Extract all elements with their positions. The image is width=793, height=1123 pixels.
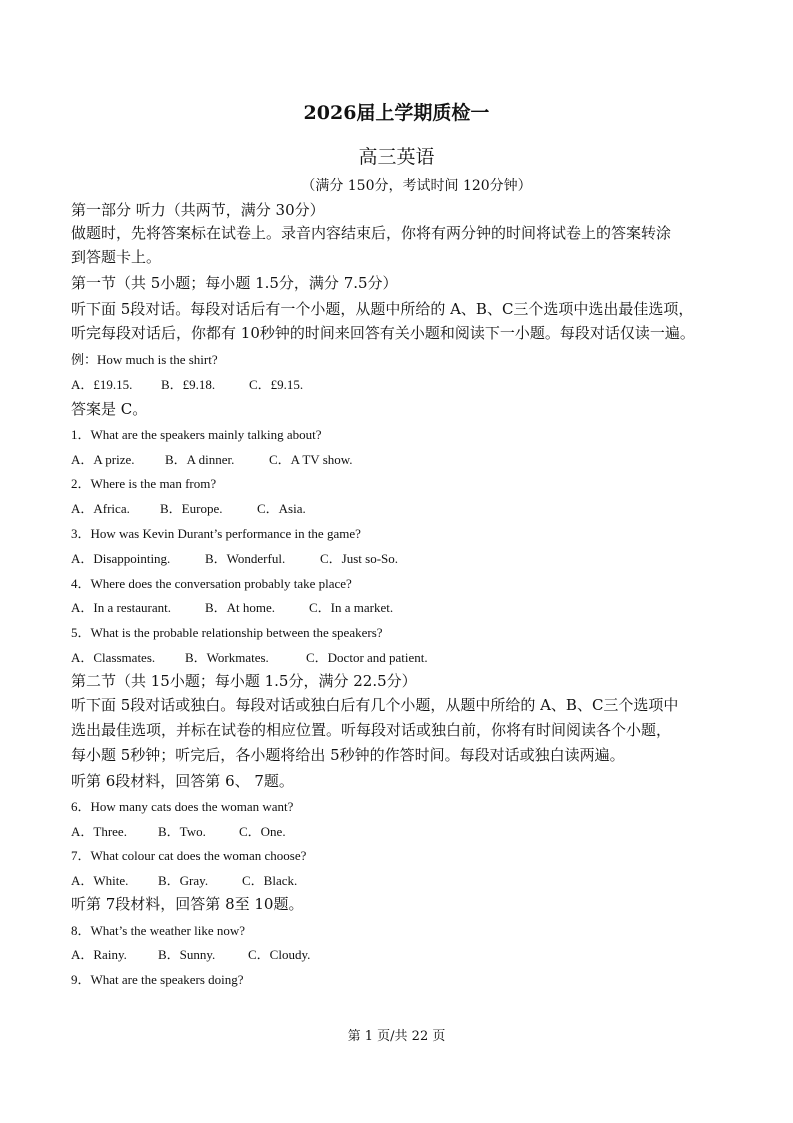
option-b: B．Two. [158,824,206,839]
section2-heading: 第二节（共 15小题；每小题 1.5分，满分 22.5分） [71,672,417,690]
option-c: C．One. [239,824,286,839]
question-1-options [71,449,353,468]
question-5-options [71,647,428,666]
exam-subject: 高三英语 [358,146,435,168]
option-b: B．A dinner. [165,452,235,467]
question-3-options [71,548,398,567]
section1-instruction-line1: 听下面 5段对话。每段对话后有一个小题，从题中所给的 A、B、C三个选项中选出最佳选项， [71,300,694,318]
option-b: B．At home. [205,600,276,615]
material-6-heading: 听第 6段材料，回答第 6、 7题。 [71,772,294,790]
question-6-options [71,821,286,840]
question-7-options [71,870,297,889]
option-c: C．Doctor and patient. [306,650,428,665]
section2-instruction-line3: 每小题 5秒钟；听完后，各小题将给出 5秒钟的作答时间。每段对话或独白读两遍。 [71,746,625,764]
question-8: 8．What’s the weather like now? [71,923,245,938]
section2-instruction-line2: 选出最佳选项，并标在试卷的相应位置。听每段对话或独白前，你将有时间阅读各个小题， [71,721,672,739]
option-b: B．Wonderful. [205,551,286,566]
option-a: A．A prize. [71,452,135,467]
section1-heading: 第一节（共 5小题；每小题 1.5分，满分 7.5分） [71,274,398,292]
question-2-options [71,498,306,517]
question-5: 5．What is the probable relationship between the speakers? [71,625,383,640]
option-b: B．Workmates. [185,650,269,665]
question-4: 4．Where does the conversation probably take place? [71,576,352,591]
option-b: B．Europe. [160,501,223,516]
example-options [71,374,303,393]
option-a: A．Rainy. [71,947,127,962]
question-3: 3．How was Kevin Durant’s performance in the game? [71,526,361,541]
question-2: 2．Where is the man from? [71,476,217,491]
exam-title: 2026届上学期质检一 [303,102,490,124]
question-4-options [71,597,393,616]
question-6: 6．How many cats does the woman want? [71,799,294,814]
option-a: A．£19.15. [71,377,133,392]
option-c: C．A TV show. [269,452,353,467]
example-answer: 答案是 C。 [71,400,148,418]
option-b: B．Sunny. [158,947,216,962]
example-question: 例：How much is the shirt? [71,352,218,367]
option-a: A．Three. [71,824,127,839]
part1-instruction-line1: 做题时，先将答案标在试卷上。录音内容结束后，你将有两分钟的时间将试卷上的答案转涂 [71,224,672,242]
question-8-options [71,944,310,963]
option-c: C．Black. [242,873,298,888]
section1-instruction-line2: 听完每段对话后，你都有 10秒钟的时间来回答有关小题和阅读下一小题。每段对话仅读一遍。 [71,324,695,342]
part1-instruction-line2: 到答题卡上。 [71,248,162,266]
question-1: 1．What are the speakers mainly talking about? [71,427,322,442]
option-b: B．Gray. [158,873,209,888]
option-a: A．In a restaurant. [71,600,171,615]
question-7: 7．What colour cat does the woman choose? [71,848,307,863]
material-7-heading: 听第 7段材料，回答第 8至 10题。 [71,895,304,913]
section2-instruction-line1: 听下面 5段对话或独白。每段对话或独白后有几个小题，从题中所给的 A、B、C三个选项中 [71,696,679,714]
option-c: C．Just so-So. [320,551,399,566]
option-b: B．£9.18. [161,377,216,392]
option-a: A．Disappointing. [71,551,171,566]
option-c: C．In a market. [309,600,394,615]
option-c: C．Asia. [257,501,306,516]
exam-note: （满分 150分，考试时间 120分钟） [301,178,532,194]
option-a: A．Classmates. [71,650,156,665]
part1-heading: 第一部分 听力（共两节，满分 30分） [71,201,325,219]
option-a: A．White. [71,873,129,888]
page-footer: 第 1 页/共 22 页 [347,1029,446,1044]
option-c: C．Cloudy. [248,947,311,962]
option-a: A．Africa. [71,501,130,516]
option-c: C．£9.15. [249,377,304,392]
question-9: 9．What are the speakers doing? [71,972,244,987]
